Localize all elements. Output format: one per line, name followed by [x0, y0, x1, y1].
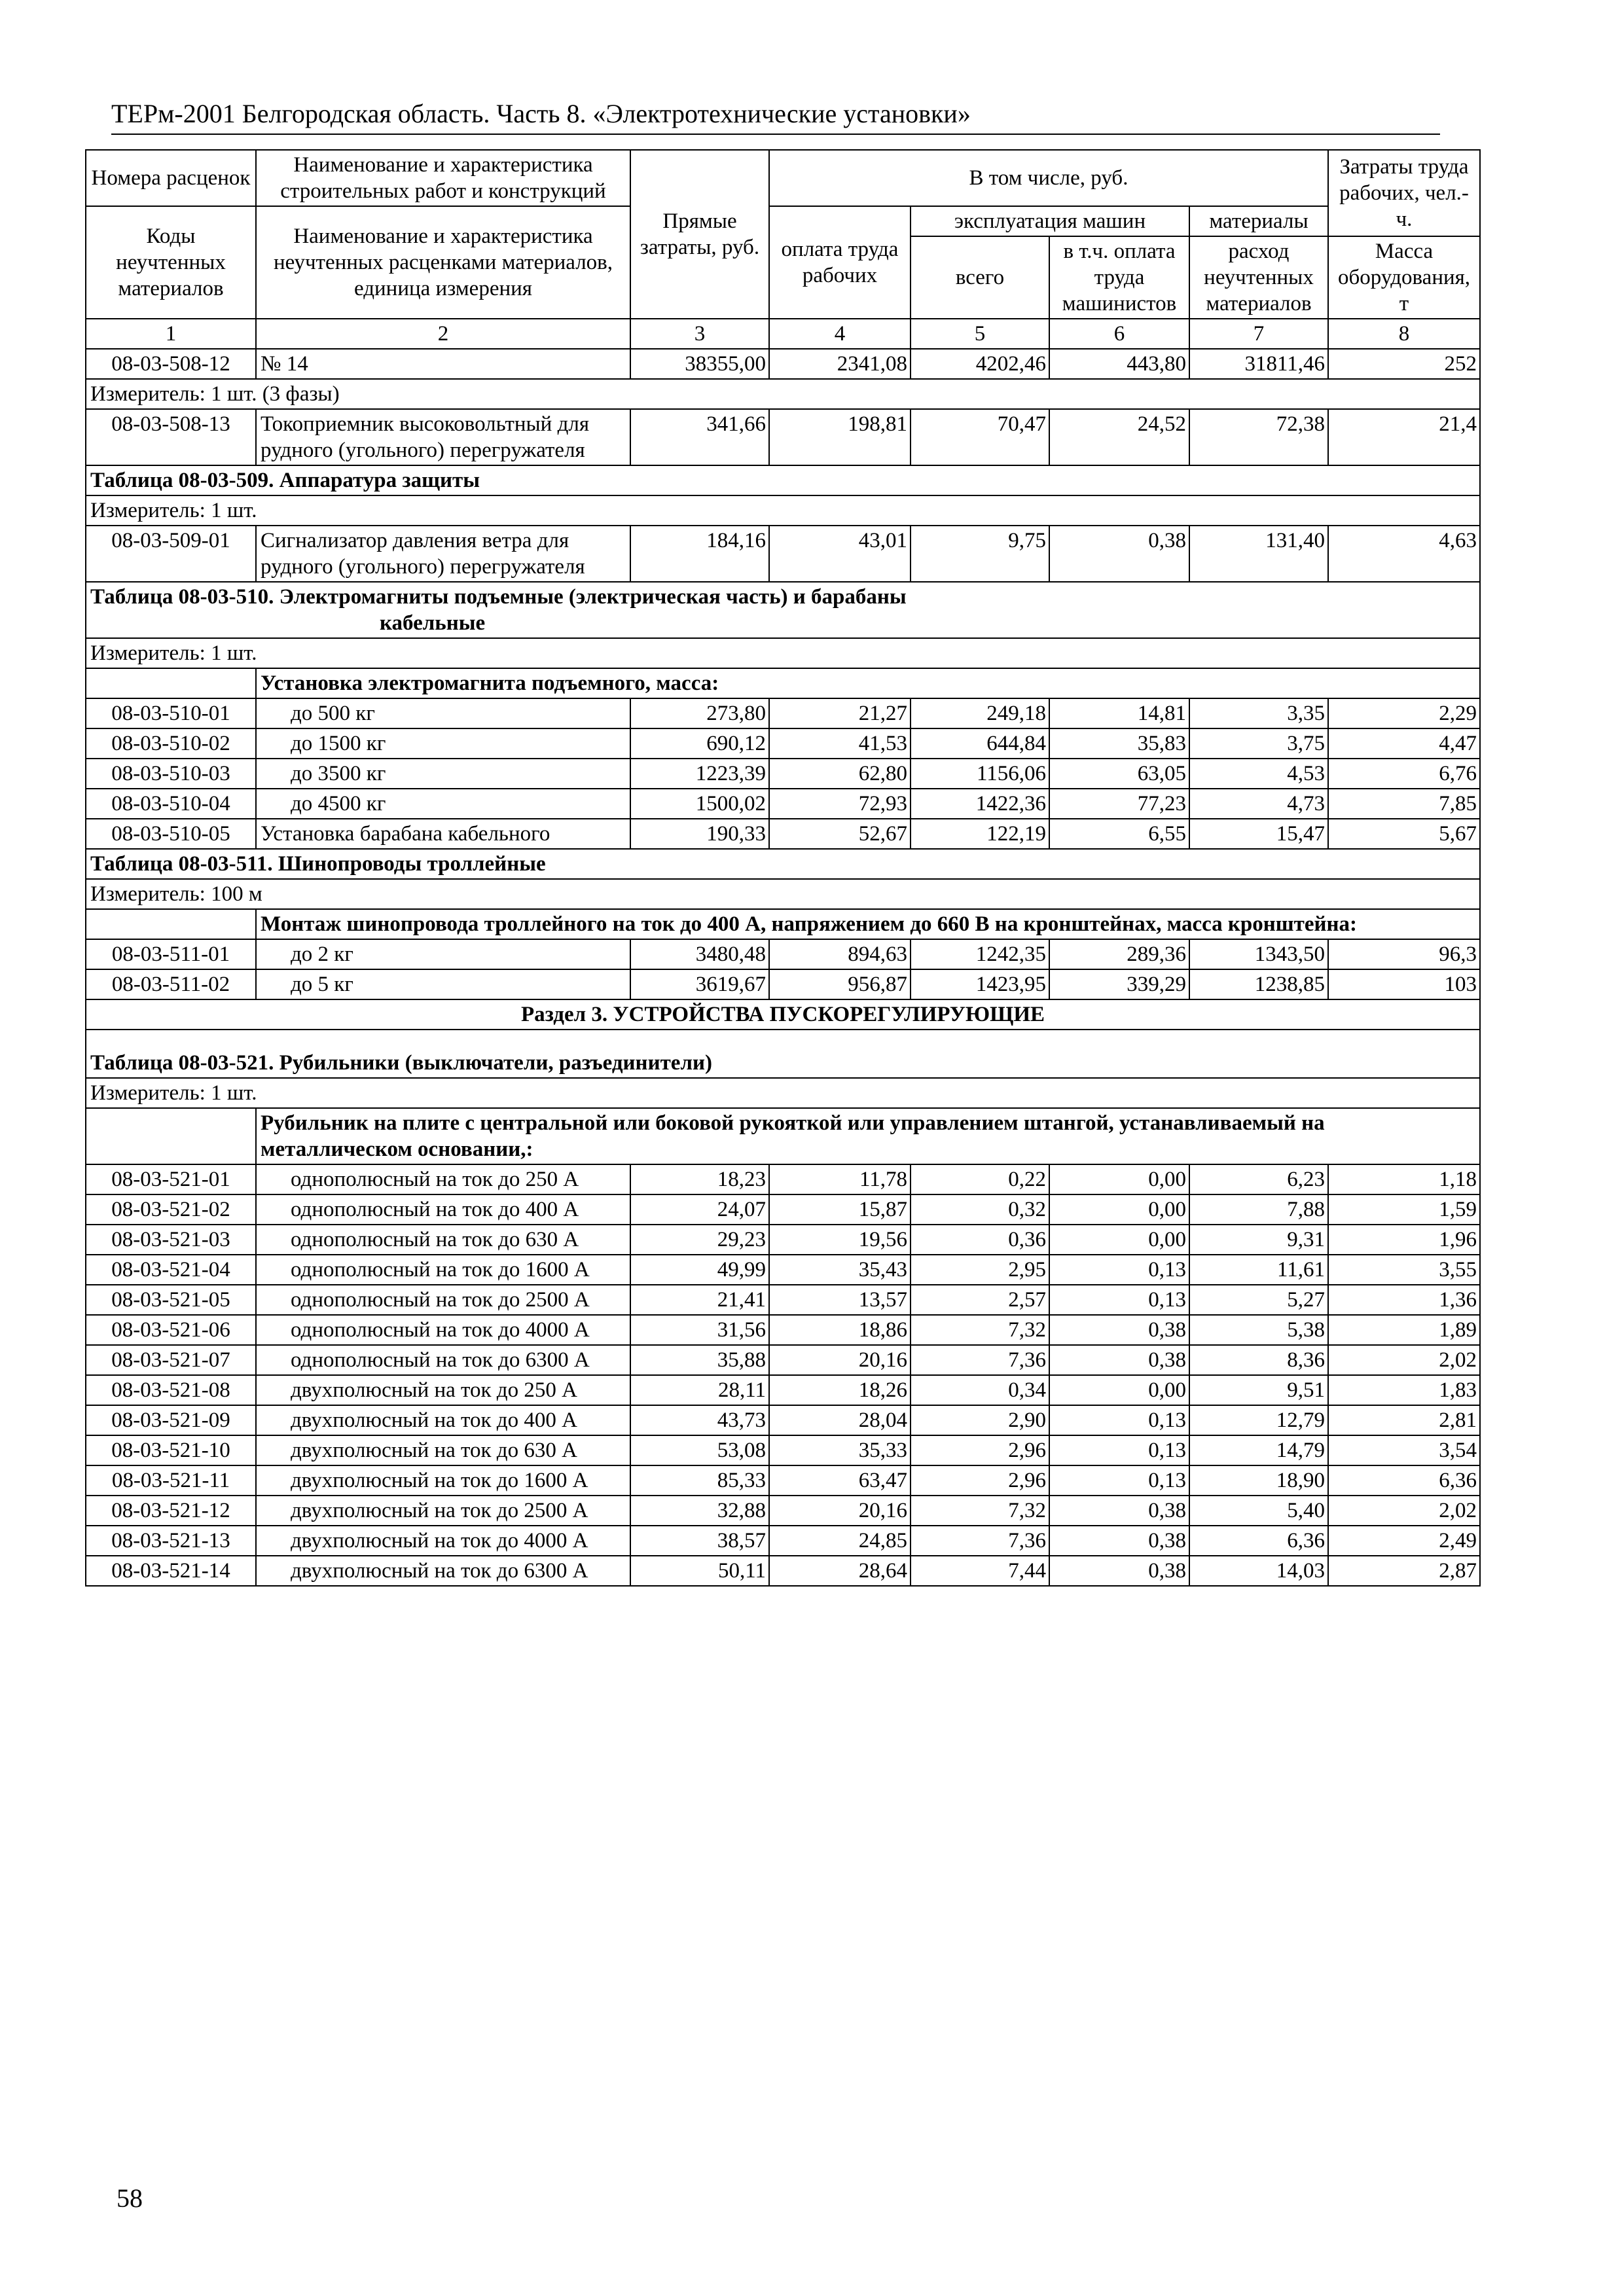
machine-total-cell: 7,44: [911, 1556, 1049, 1586]
machinist-pay-cell: 339,29: [1049, 969, 1189, 999]
table-row: [86, 1285, 1480, 1315]
machine-total-cell: 1156,06: [911, 759, 1049, 789]
machinist-pay-cell: 0,00: [1049, 1164, 1189, 1194]
direct-costs-cell: 38,57: [630, 1526, 769, 1556]
meter-label: Измеритель: 1 шт.: [86, 638, 1480, 668]
labor-pay-cell: 52,67: [769, 819, 911, 849]
rate-code-cell: 08-03-521-05: [86, 1285, 256, 1315]
rate-code-cell: 08-03-521-10: [86, 1435, 256, 1465]
rate-code-cell: 08-03-521-08: [86, 1375, 256, 1405]
machinist-pay-cell: 63,05: [1049, 759, 1189, 789]
labor-hours-cell: 1,89: [1328, 1315, 1480, 1345]
labor-pay-cell: 41,53: [769, 728, 911, 759]
materials-cell: 12,79: [1189, 1405, 1328, 1435]
labor-hours-cell: 1,96: [1328, 1225, 1480, 1255]
header-machine-operation: эксплуатация машин: [911, 206, 1189, 236]
machine-total-cell: 1242,35: [911, 939, 1049, 969]
machine-total-cell: 2,90: [911, 1405, 1049, 1435]
table-row: [86, 698, 1480, 728]
rate-code-cell: 08-03-521-11: [86, 1465, 256, 1496]
rate-name-cell: двухполюсный на ток до 6300 А: [256, 1556, 630, 1586]
rate-code-cell: 08-03-511-01: [86, 939, 256, 969]
group-code-cell: [86, 909, 256, 939]
table-row: [86, 759, 1480, 789]
table-521-title-row: [86, 1030, 1480, 1078]
machinist-pay-cell: 0,13: [1049, 1255, 1189, 1285]
materials-cell: 15,47: [1189, 819, 1328, 849]
machinist-pay-cell: 0,00: [1049, 1194, 1189, 1225]
materials-cell: 4,73: [1189, 789, 1328, 819]
machine-total-cell: 0,32: [911, 1194, 1049, 1225]
machine-total-cell: 0,22: [911, 1164, 1049, 1194]
labor-hours-cell: 3,55: [1328, 1255, 1480, 1285]
labor-hours-cell: 1,83: [1328, 1375, 1480, 1405]
rate-code-cell: 08-03-510-03: [86, 759, 256, 789]
direct-costs-cell: 1223,39: [630, 759, 769, 789]
direct-costs-cell: 32,88: [630, 1496, 769, 1526]
rate-name-cell: до 1500 кг: [256, 728, 630, 759]
machinist-pay-cell: 35,83: [1049, 728, 1189, 759]
group-code-cell: [86, 668, 256, 698]
labor-hours-cell: 3,54: [1328, 1435, 1480, 1465]
column-index: 7: [1189, 319, 1328, 349]
rate-name-cell: Установка барабана кабельного: [256, 819, 630, 849]
section-title: Раздел 3. УСТРОЙСТВА ПУСКОРЕГУЛИРУЮЩИЕ: [86, 999, 1480, 1030]
machine-total-cell: 9,75: [911, 526, 1049, 582]
materials-cell: 4,53: [1189, 759, 1328, 789]
table-row: [86, 969, 1480, 999]
rate-name-cell: до 5 кг: [256, 969, 630, 999]
machinist-pay-cell: 443,80: [1049, 349, 1189, 379]
table-row: [86, 1405, 1480, 1435]
direct-costs-cell: 190,33: [630, 819, 769, 849]
labor-hours-cell: 6,36: [1328, 1465, 1480, 1496]
labor-hours-cell: 2,81: [1328, 1405, 1480, 1435]
page-number: 58: [117, 2183, 143, 2213]
machinist-pay-cell: 0,00: [1049, 1225, 1189, 1255]
direct-costs-cell: 341,66: [630, 409, 769, 465]
machine-total-cell: 7,36: [911, 1526, 1049, 1556]
rate-code-cell: 08-03-511-02: [86, 969, 256, 999]
direct-costs-cell: 184,16: [630, 526, 769, 582]
header-rate-name: Наименование и характеристика строительных работ и конструкций: [256, 150, 630, 206]
direct-costs-cell: 29,23: [630, 1225, 769, 1255]
machine-total-cell: 1423,95: [911, 969, 1049, 999]
labor-pay-cell: 956,87: [769, 969, 911, 999]
rate-name-cell: до 500 кг: [256, 698, 630, 728]
rate-name-cell: однополюсный на ток до 4000 А: [256, 1315, 630, 1345]
machinist-pay-cell: 0,38: [1049, 526, 1189, 582]
materials-cell: 9,51: [1189, 1375, 1328, 1405]
column-index-row: [86, 319, 1480, 349]
rate-code-cell: 08-03-508-13: [86, 409, 256, 465]
materials-cell: 7,88: [1189, 1194, 1328, 1225]
materials-cell: 18,90: [1189, 1465, 1328, 1496]
direct-costs-cell: 690,12: [630, 728, 769, 759]
rate-name-cell: до 3500 кг: [256, 759, 630, 789]
labor-pay-cell: 21,27: [769, 698, 911, 728]
rate-name-cell: двухполюсный на ток до 1600 А: [256, 1465, 630, 1496]
rate-name-cell: до 2 кг: [256, 939, 630, 969]
table-title: Таблица 08-03-509. Аппаратура защиты: [86, 465, 1480, 495]
header-labor-pay: оплата труда рабочих: [769, 206, 911, 319]
group-row: [86, 1108, 1480, 1164]
direct-costs-cell: 21,41: [630, 1285, 769, 1315]
machinist-pay-cell: 0,38: [1049, 1556, 1189, 1586]
machine-total-cell: 7,32: [911, 1496, 1049, 1526]
meter-row: [86, 638, 1480, 668]
meter-label: Измеритель: 1 шт.: [86, 1078, 1480, 1108]
direct-costs-cell: 31,56: [630, 1315, 769, 1345]
table-row: [86, 1496, 1480, 1526]
materials-cell: 131,40: [1189, 526, 1328, 582]
header-material-codes: Коды неучтенных материалов: [86, 206, 256, 319]
machine-total-cell: 7,36: [911, 1345, 1049, 1375]
machine-total-cell: 249,18: [911, 698, 1049, 728]
labor-pay-cell: 35,33: [769, 1435, 911, 1465]
table-row: [86, 789, 1480, 819]
labor-pay-cell: 20,16: [769, 1345, 911, 1375]
section-row: [86, 999, 1480, 1030]
column-index: 5: [911, 319, 1049, 349]
rate-name-cell: однополюсный на ток до 1600 А: [256, 1255, 630, 1285]
materials-cell: 8,36: [1189, 1345, 1328, 1375]
labor-pay-cell: 18,26: [769, 1375, 911, 1405]
rate-code-cell: 08-03-510-02: [86, 728, 256, 759]
direct-costs-cell: 1500,02: [630, 789, 769, 819]
rate-name-cell: двухполюсный на ток до 400 А: [256, 1405, 630, 1435]
labor-hours-cell: 21,4: [1328, 409, 1480, 465]
machine-total-cell: 0,34: [911, 1375, 1049, 1405]
labor-pay-cell: 28,64: [769, 1556, 911, 1586]
machine-total-cell: 4202,46: [911, 349, 1049, 379]
rate-name-cell: № 14: [256, 349, 630, 379]
materials-cell: 1238,85: [1189, 969, 1328, 999]
machinist-pay-cell: 0,13: [1049, 1405, 1189, 1435]
rate-name-cell: однополюсный на ток до 6300 А: [256, 1345, 630, 1375]
header-material-name: Наименование и характеристика неучтенных расценками материалов, единица измерения: [256, 206, 630, 319]
rate-code-cell: 08-03-521-14: [86, 1556, 256, 1586]
rate-name-cell: Токоприемник высоковольтный для рудного (угольного) перегружателя: [256, 409, 630, 465]
rate-code-cell: 08-03-521-03: [86, 1225, 256, 1255]
table-row: [86, 349, 1480, 379]
labor-pay-cell: 63,47: [769, 1465, 911, 1496]
materials-cell: 3,35: [1189, 698, 1328, 728]
machinist-pay-cell: 0,13: [1049, 1285, 1189, 1315]
header-rate-numbers: Номера расценок: [86, 150, 256, 206]
labor-hours-cell: 2,29: [1328, 698, 1480, 728]
table-title-line: кабельные: [380, 611, 486, 635]
table-title: [86, 582, 1480, 638]
labor-pay-cell: 19,56: [769, 1225, 911, 1255]
direct-costs-cell: 24,07: [630, 1194, 769, 1225]
machine-total-cell: 2,96: [911, 1435, 1049, 1465]
table-row: [86, 1225, 1480, 1255]
group-label: Монтаж шинопровода троллейного на ток до 400 А, напряжением до 660 В на кронштейнах, масса кронштейна:: [256, 909, 1480, 939]
direct-costs-cell: 38355,00: [630, 349, 769, 379]
materials-cell: 31811,46: [1189, 349, 1328, 379]
rates-table: [85, 149, 1481, 1587]
meter-label: Измеритель: 1 шт.: [86, 495, 1480, 526]
direct-costs-cell: 49,99: [630, 1255, 769, 1285]
header-row-2: [86, 206, 1480, 236]
direct-costs-cell: 53,08: [630, 1435, 769, 1465]
labor-pay-cell: 28,04: [769, 1405, 911, 1435]
labor-hours-cell: 5,67: [1328, 819, 1480, 849]
machinist-pay-cell: 6,55: [1049, 819, 1189, 849]
table-510-title-row: [86, 582, 1480, 638]
labor-pay-cell: 2341,08: [769, 349, 911, 379]
table-row: [86, 728, 1480, 759]
header-equipment-mass: Масса оборудования, т: [1328, 236, 1480, 319]
meter-label: Измеритель: 100 м: [86, 879, 1480, 909]
header-direct-costs: Прямые затраты, руб.: [630, 150, 769, 319]
table-row: [86, 939, 1480, 969]
table-row: [86, 1315, 1480, 1345]
table-row: [86, 1345, 1480, 1375]
rate-code-cell: 08-03-521-12: [86, 1496, 256, 1526]
rate-code-cell: 08-03-521-04: [86, 1255, 256, 1285]
meter-label: Измеритель: 1 шт. (3 фазы): [86, 379, 1480, 409]
labor-hours-cell: 252: [1328, 349, 1480, 379]
rate-name-cell: двухполюсный на ток до 2500 А: [256, 1496, 630, 1526]
rate-code-cell: 08-03-508-12: [86, 349, 256, 379]
table-row: [86, 526, 1480, 582]
meter-row: [86, 879, 1480, 909]
machine-total-cell: 122,19: [911, 819, 1049, 849]
direct-costs-cell: 35,88: [630, 1345, 769, 1375]
table-row: [86, 1194, 1480, 1225]
group-code-cell: [86, 1108, 256, 1164]
page-header: ТЕРм-2001 Белгородская область. Часть 8. «Электротехнические установки»: [111, 97, 1440, 135]
machine-total-cell: 2,57: [911, 1285, 1049, 1315]
labor-pay-cell: 894,63: [769, 939, 911, 969]
column-index: 1: [86, 319, 256, 349]
rate-code-cell: 08-03-509-01: [86, 526, 256, 582]
machinist-pay-cell: 0,38: [1049, 1345, 1189, 1375]
direct-costs-cell: 43,73: [630, 1405, 769, 1435]
materials-cell: 14,03: [1189, 1556, 1328, 1586]
materials-cell: 72,38: [1189, 409, 1328, 465]
header-row-1: [86, 150, 1480, 206]
labor-pay-cell: 72,93: [769, 789, 911, 819]
table-509-title-row: [86, 465, 1480, 495]
labor-hours-cell: 2,02: [1328, 1496, 1480, 1526]
machine-total-cell: 644,84: [911, 728, 1049, 759]
materials-cell: 5,40: [1189, 1496, 1328, 1526]
machinist-pay-cell: 0,38: [1049, 1315, 1189, 1345]
table-row: [86, 1375, 1480, 1405]
rate-code-cell: 08-03-521-13: [86, 1526, 256, 1556]
labor-hours-cell: 1,18: [1328, 1164, 1480, 1194]
rate-name-cell: однополюсный на ток до 400 А: [256, 1194, 630, 1225]
labor-pay-cell: 15,87: [769, 1194, 911, 1225]
machinist-pay-cell: 0,38: [1049, 1496, 1189, 1526]
direct-costs-cell: 18,23: [630, 1164, 769, 1194]
rate-name-cell: однополюсный на ток до 630 А: [256, 1225, 630, 1255]
rate-name-cell: однополюсный на ток до 2500 А: [256, 1285, 630, 1315]
rate-code-cell: 08-03-521-01: [86, 1164, 256, 1194]
table-title: Таблица 08-03-521. Рубильники (выключатели, разъединители): [86, 1030, 1480, 1078]
direct-costs-cell: 3480,48: [630, 939, 769, 969]
materials-cell: 3,75: [1189, 728, 1328, 759]
meter-row: [86, 379, 1480, 409]
labor-pay-cell: 43,01: [769, 526, 911, 582]
labor-hours-cell: 6,76: [1328, 759, 1480, 789]
machinist-pay-cell: 24,52: [1049, 409, 1189, 465]
rate-code-cell: 08-03-510-05: [86, 819, 256, 849]
materials-cell: 11,61: [1189, 1255, 1328, 1285]
column-index: 6: [1049, 319, 1189, 349]
labor-hours-cell: 1,59: [1328, 1194, 1480, 1225]
rate-name-cell: Сигнализатор давления ветра для рудного (угольного) перегружателя: [256, 526, 630, 582]
rate-name-cell: однополюсный на ток до 250 А: [256, 1164, 630, 1194]
materials-cell: 9,31: [1189, 1225, 1328, 1255]
materials-cell: 14,79: [1189, 1435, 1328, 1465]
column-index: 4: [769, 319, 911, 349]
direct-costs-cell: 28,11: [630, 1375, 769, 1405]
rate-name-cell: двухполюсный на ток до 250 А: [256, 1375, 630, 1405]
labor-pay-cell: 18,86: [769, 1315, 911, 1345]
header-total: всего: [911, 236, 1049, 319]
group-label: Рубильник на плите с центральной или боковой рукояткой или управлением штангой, устанавливаемый на металлическом основании,:: [256, 1108, 1480, 1164]
rate-code-cell: 08-03-521-09: [86, 1405, 256, 1435]
header-machinist-pay: в т.ч. оплата труда машинистов: [1049, 236, 1189, 319]
machine-total-cell: 0,36: [911, 1225, 1049, 1255]
rate-name-cell: до 4500 кг: [256, 789, 630, 819]
machine-total-cell: 2,95: [911, 1255, 1049, 1285]
labor-hours-cell: 4,63: [1328, 526, 1480, 582]
labor-hours-cell: 2,49: [1328, 1526, 1480, 1556]
labor-pay-cell: 13,57: [769, 1285, 911, 1315]
direct-costs-cell: 3619,67: [630, 969, 769, 999]
labor-hours-cell: 103: [1328, 969, 1480, 999]
materials-cell: 1343,50: [1189, 939, 1328, 969]
table-row: [86, 1435, 1480, 1465]
table-title-line: Таблица 08-03-510. Электромагниты подъемные (электрическая часть) и барабаны: [90, 585, 907, 609]
meter-row: [86, 495, 1480, 526]
labor-hours-cell: 96,3: [1328, 939, 1480, 969]
direct-costs-cell: 273,80: [630, 698, 769, 728]
table-row: [86, 409, 1480, 465]
table-row: [86, 819, 1480, 849]
machine-total-cell: 1422,36: [911, 789, 1049, 819]
labor-pay-cell: 35,43: [769, 1255, 911, 1285]
group-row: [86, 909, 1480, 939]
labor-pay-cell: 11,78: [769, 1164, 911, 1194]
rates-document: [85, 149, 1479, 1587]
direct-costs-cell: 85,33: [630, 1465, 769, 1496]
machine-total-cell: 7,32: [911, 1315, 1049, 1345]
materials-cell: 6,36: [1189, 1526, 1328, 1556]
rate-name-cell: двухполюсный на ток до 630 А: [256, 1435, 630, 1465]
labor-hours-cell: 4,47: [1328, 728, 1480, 759]
machinist-pay-cell: 0,13: [1049, 1465, 1189, 1496]
machinist-pay-cell: 77,23: [1049, 789, 1189, 819]
labor-hours-cell: 2,87: [1328, 1556, 1480, 1586]
labor-hours-cell: 2,02: [1328, 1345, 1480, 1375]
machinist-pay-cell: 14,81: [1049, 698, 1189, 728]
rate-name-cell: двухполюсный на ток до 4000 А: [256, 1526, 630, 1556]
labor-pay-cell: 20,16: [769, 1496, 911, 1526]
table-row: [86, 1526, 1480, 1556]
header-unaccounted-materials: расход неучтенных материалов: [1189, 236, 1328, 319]
group-row: [86, 668, 1480, 698]
rate-code-cell: 08-03-521-06: [86, 1315, 256, 1345]
direct-costs-cell: 50,11: [630, 1556, 769, 1586]
materials-cell: 5,27: [1189, 1285, 1328, 1315]
machinist-pay-cell: 289,36: [1049, 939, 1189, 969]
machine-total-cell: 70,47: [911, 409, 1049, 465]
rate-code-cell: 08-03-510-04: [86, 789, 256, 819]
machine-total-cell: 2,96: [911, 1465, 1049, 1496]
column-index: 8: [1328, 319, 1480, 349]
column-index: 2: [256, 319, 630, 349]
materials-cell: 6,23: [1189, 1164, 1328, 1194]
table-row: [86, 1164, 1480, 1194]
labor-hours-cell: 1,36: [1328, 1285, 1480, 1315]
table-title: Таблица 08-03-511. Шинопроводы троллейные: [86, 849, 1480, 879]
meter-row: [86, 1078, 1480, 1108]
table-row: [86, 1465, 1480, 1496]
machinist-pay-cell: 0,13: [1049, 1435, 1189, 1465]
group-label: Установка электромагнита подъемного, масса:: [256, 668, 1480, 698]
rate-code-cell: 08-03-510-01: [86, 698, 256, 728]
table-row: [86, 1255, 1480, 1285]
header-including: В том числе, руб.: [769, 150, 1328, 206]
rate-code-cell: 08-03-521-07: [86, 1345, 256, 1375]
table-row: [86, 1556, 1480, 1586]
machinist-pay-cell: 0,38: [1049, 1526, 1189, 1556]
machinist-pay-cell: 0,00: [1049, 1375, 1189, 1405]
table-511-title-row: [86, 849, 1480, 879]
column-index: 3: [630, 319, 769, 349]
materials-cell: 5,38: [1189, 1315, 1328, 1345]
labor-pay-cell: 24,85: [769, 1526, 911, 1556]
labor-pay-cell: 62,80: [769, 759, 911, 789]
header-labor-costs: Затраты труда рабочих, чел.-ч.: [1328, 150, 1480, 236]
labor-hours-cell: 7,85: [1328, 789, 1480, 819]
header-materials: материалы: [1189, 206, 1328, 236]
labor-pay-cell: 198,81: [769, 409, 911, 465]
rate-code-cell: 08-03-521-02: [86, 1194, 256, 1225]
